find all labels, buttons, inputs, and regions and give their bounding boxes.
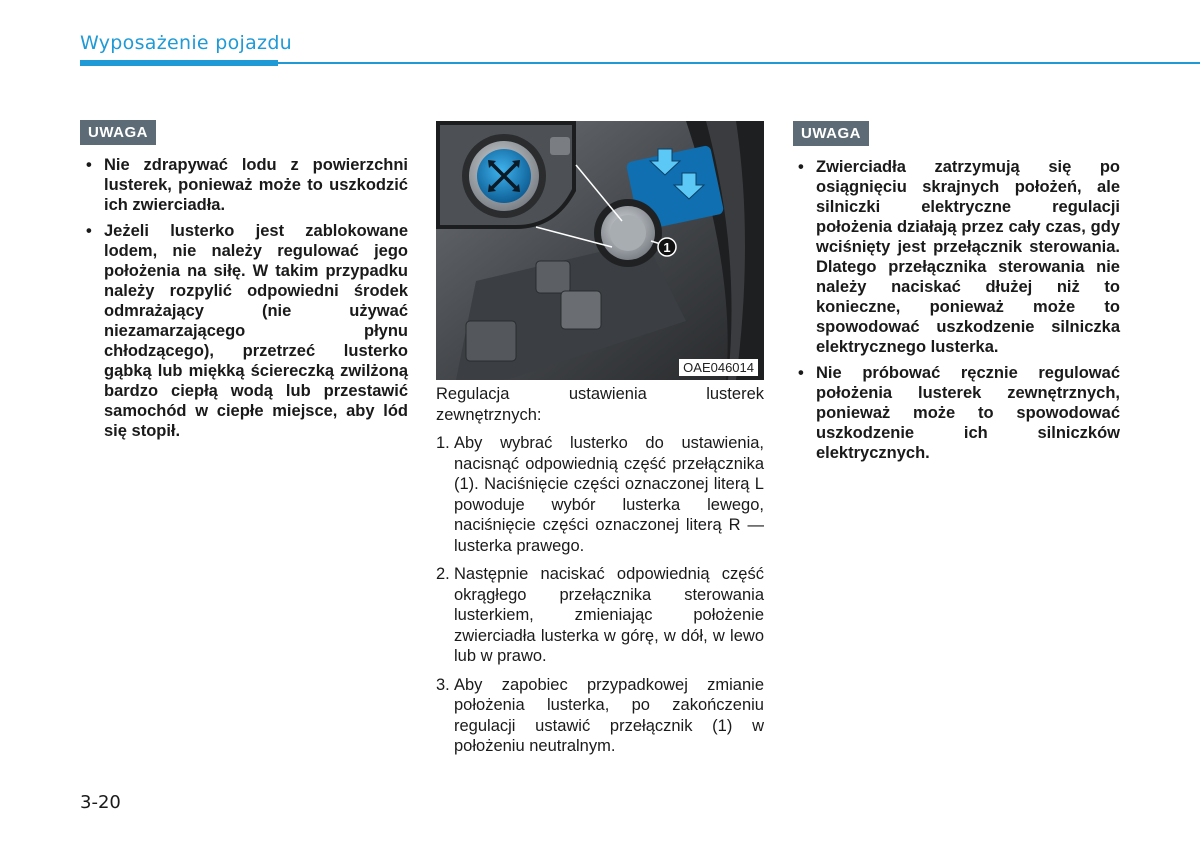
page-number: 3-20	[80, 792, 121, 813]
figure-callout: 1	[663, 240, 671, 255]
mirror-switch-illustration	[436, 121, 764, 380]
bullet-icon: •	[86, 222, 92, 240]
right-warning-list	[792, 157, 1120, 469]
bullet-icon: •	[798, 364, 804, 382]
middle-text	[436, 384, 764, 765]
header-rule	[278, 62, 1200, 64]
bullet-icon: •	[86, 156, 92, 174]
mirror-switch-figure	[436, 121, 764, 380]
section-title: Wyposażenie pojazdu	[80, 32, 293, 54]
list-item: 2. Następnie naciskać odpowiednią część okrągłego przełącznika sterowania lusterkiem, zmieniając położenie zwierciadła lusterka w górę, w dół, w lewo lub w prawo.	[436, 565, 764, 665]
figure-code: OAE046014	[679, 359, 758, 376]
intro-text: Regulacja ustawienia lusterek zewnętrznych:	[436, 385, 764, 424]
header-rule-accent	[80, 60, 278, 66]
list-item: • Jeżeli lusterko jest zablokowane lodem, nie należy regulować jego położenia na siłę. W takim przypadku należy rozpylić odpowiedni środek odmrażający (nie używać niezamarzającego płynu chłodzącego), przetrzeć lusterko gąbką lub miękką ściereczką zwilżoną bardzo ciepłą wodą lub przestawić samochód w ciepłe miejsce, aby lód się stopił.	[86, 222, 408, 440]
bullet-icon: •	[798, 158, 804, 176]
list-item: • Nie zdrapywać lodu z powierzchni lusterek, ponieważ może to uszkodzić ich zwierciadła.	[86, 156, 408, 214]
list-item: • Nie próbować ręcznie regulować położenia lusterek zewnętrznych, ponieważ może to spowodować uszkodzenie ich silniczków elektrycznych.	[798, 364, 1120, 462]
list-item: • Zwierciadła zatrzymują się po osiągnięciu skrajnych położeń, ale silniczki elektryczne regulacji położenia działają przez cały czas, gdy wciśnięty jest przełącznik sterowania. Dlatego przełącznika sterowania nie należy naciskać dłużej niż to konieczne, ponieważ może to spowodować uszkodzenie silniczka elektrycznego lusterka.	[798, 158, 1120, 356]
left-warning-list	[80, 155, 408, 447]
warning-badge-right: UWAGA	[793, 121, 869, 146]
list-item: 1. Aby wybrać lusterko do ustawienia, nacisnąć odpowiednią część przełącznika (1). Naciśnięcie części oznaczonej literą L powoduje wybór lusterka lewego, naciśnięcie części oznaczonej literą R — lusterka prawego.	[436, 434, 764, 555]
list-item: 3. Aby zapobiec przypadkowej zmianie położenia lusterka, po zakończeniu regulacji ustawić przełącznik (1) w położeniu neutralnym.	[436, 675, 764, 755]
warning-badge-left: UWAGA	[80, 120, 156, 145]
